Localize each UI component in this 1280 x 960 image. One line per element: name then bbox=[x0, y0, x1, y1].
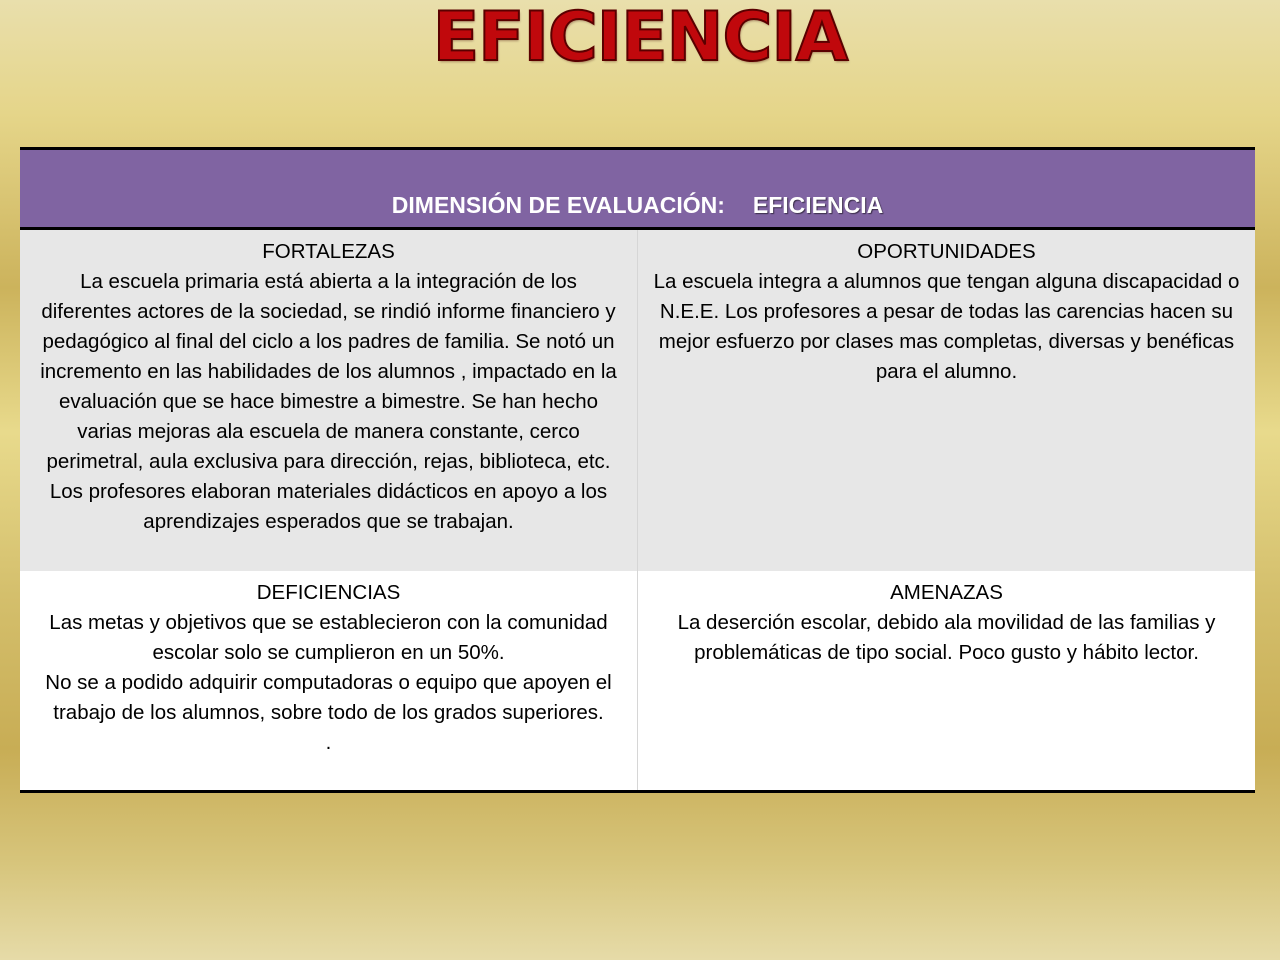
header-value: EFICIENCIA bbox=[752, 192, 884, 218]
oportunidades-cell bbox=[638, 229, 1256, 571]
table-header bbox=[20, 149, 1255, 229]
deficiencias-heading: DEFICIENCIAS bbox=[256, 580, 401, 604]
foda-table bbox=[20, 147, 1255, 793]
fortalezas-heading: FORTALEZAS bbox=[262, 240, 395, 263]
deficiencias-text-2: No se a podido adquirir computadoras o equipo que apoyen el trabajo de los alumnos, sobre todo de los grados superiores. bbox=[45, 670, 612, 724]
amenazas-text: La deserción escolar, debido ala movilidad de las familias y problemáticas de tipo social. Poco gusto y hábito lector. bbox=[677, 610, 1216, 664]
deficiencias-cell bbox=[20, 571, 638, 792]
fortalezas-cell bbox=[20, 229, 638, 571]
table-row bbox=[20, 571, 1255, 792]
header-label: DIMENSIÓN DE EVALUACIÓN: bbox=[391, 192, 725, 218]
slide-title: EFICIENCIA bbox=[432, 0, 848, 77]
table-row bbox=[20, 229, 1255, 571]
fortalezas-text: La escuela primaria está abierta a la integración de los diferentes actores de la sociedad, se rindió informe financiero y pedagógico al final del ciclo a los padres de familia. Se notó un incremento en las habilidades de los alumnos , impactado en la evaluación que se hace bimestre a bimestre. Se han hecho varias mejoras ala escuela de manera constante, cerco perimetral, aula exclusiva para dirección, rejas, biblioteca, etc. Los profesores elaboran materiales didácticos en apoyo a los aprendizajes esperados que se trabajan. bbox=[40, 270, 617, 533]
oportunidades-heading: OPORTUNIDADES bbox=[857, 240, 1036, 263]
deficiencias-text-3: . bbox=[325, 730, 332, 754]
amenazas-heading: AMENAZAS bbox=[890, 580, 1003, 604]
deficiencias-text-1: Las metas y objetivos que se establecieron con la comunidad escolar solo se cumplieron en un 50%. bbox=[49, 610, 608, 664]
amenazas-cell bbox=[638, 571, 1256, 792]
oportunidades-text: La escuela integra a alumnos que tengan alguna discapacidad o N.E.E. Los profesores a pesar de todas las carencias hacen su mejor esfuerzo por clases mas completas, diversas y benéficas para el alumno. bbox=[653, 270, 1240, 383]
table-header-row bbox=[20, 149, 1255, 229]
